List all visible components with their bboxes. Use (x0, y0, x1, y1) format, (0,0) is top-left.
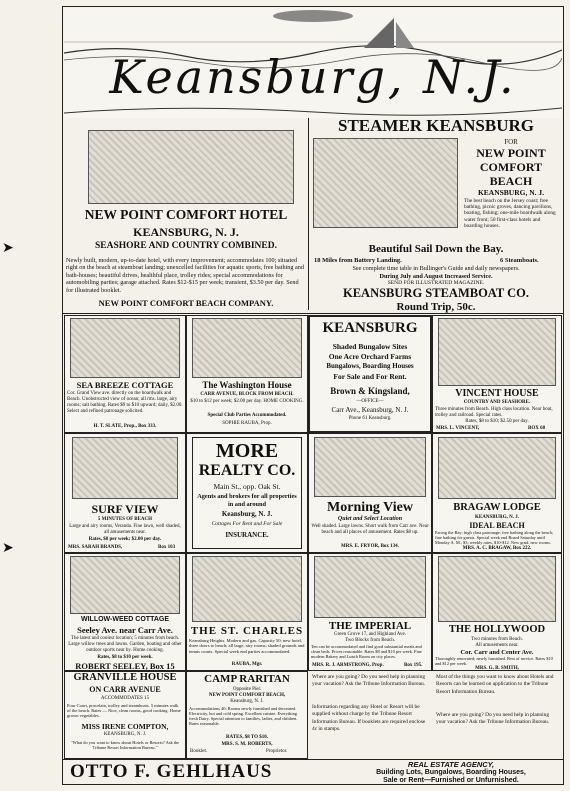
vincent-owner: MRS. L. VINCENT, (436, 426, 480, 431)
morningview-illustration (314, 437, 426, 497)
steamer-for: FOR (504, 138, 518, 146)
imperial-title: THE IMPERIAL (328, 620, 412, 632)
keansburg-ad-firm: Brown & Kingsland, (330, 386, 410, 396)
hollywood-title: THE HOLLYWOOD (448, 624, 546, 635)
granville-title: GRANVILLE HOUSE (73, 672, 177, 683)
steamer-title: STEAMER KEANSBURG (337, 116, 534, 135)
seabreeze-owner: H. T. SLATE, Prop., Box 333. (93, 424, 157, 429)
steamer-dest-3: BEACH (489, 174, 533, 188)
hollywood-sub: Two minutes from Beach. (471, 637, 523, 642)
more-realty-line5: Keansburg, N. J. (221, 510, 273, 518)
imperial-body: Ten can be accommodated and find good substantial meals and clean beds. Prices reasonable. Rates $8 and $10 per week. Fine modern Bakery and Lunch Room on city places. (311, 644, 422, 659)
raritan-addr: NEW POINT COMFORT BEACH, (208, 693, 286, 698)
keansburg-ad-line2: One Acre Orchard Farms (328, 352, 412, 361)
keansburg-ad-phone: Phone 61 Keansburg. (348, 416, 392, 421)
surfview-rates: Rates, $8 per week; $2.00 per day. (88, 537, 162, 542)
steamer-illustration (313, 138, 458, 228)
surfview-box: Box 103 (158, 545, 176, 550)
steamer-line2: See complete time table in Bullinger's Guide and daily newspapers. (352, 265, 520, 272)
surfview-title: SURF VIEW (91, 502, 159, 516)
keansburg-ad-line4: For Sale and For Rent. (333, 372, 407, 381)
vincent-title: VINCENT HOUSE (455, 388, 539, 399)
steamer-line1-right: 6 Steamboats. (500, 257, 539, 264)
morningview-body: Well shaded. Large lawns. Short walk from Carr ave. Near beach and all places of amusement. Rates $8 up. (311, 524, 429, 535)
seabreeze-title: SEA BREEZE COTTAGE (76, 380, 174, 390)
imperial-owner: MRS. R. J. ARMSTRONG, Prop. (312, 663, 384, 668)
willowweed-illustration (70, 556, 180, 614)
surfview-sub: 5 MINUTES OF BEACH (97, 517, 153, 522)
masthead (64, 8, 562, 118)
bragaw-body: Facing the Bay; high class patronage; free bathing along the beach; fine bathing for guests. Special week end Board Saturday until Monday A. M., $3; weekly rates, $10-$12. New grnd. new rooms. (435, 530, 554, 545)
raritan-title: CAMP RARITAN (204, 673, 290, 685)
granville-note: "What do you want to know about Hotels or Resorts? Ask the Tribune Resort Information Bureau." (70, 740, 180, 750)
more-realty-line1: MORE (215, 440, 279, 462)
granville-owner: MISS IRENE COMPTON, (81, 722, 169, 731)
willowweed-owner: ROBERT SEELEY, Box 15 (75, 661, 175, 671)
washington-special: Special Club Parties Accommodated. (207, 413, 287, 418)
bragaw-illustration (438, 437, 556, 499)
vincent-sub: COUNTRY AND SEASHORE. (463, 400, 531, 405)
imperial-box: Box 195. (404, 663, 423, 668)
margin-arrow-icon: ➤ (2, 241, 14, 256)
granville-accom: ACCOMMODATES 15 (100, 696, 150, 701)
seabreeze-body: Cor. Grand View ave. directly on the boardwalk and Beach. Unobstructed view of ocean; all rms. large, airy rooms; salt bathing. Rates $9 to $10 upward; daily, $2.00. Select and refined patronage solicited. (67, 391, 183, 414)
willowweed-sub: Seeley Ave. near Carr Ave. (77, 625, 173, 635)
washington-body: $10 to $12 per week; $2.00 per day. HOME COOKING. (190, 399, 304, 404)
washington-addr: CARR AVENUE, BLOCK FROM BEACH. (200, 392, 294, 397)
raritan-sub: Opposite Pier. (232, 687, 262, 692)
keansburg-ad-line3: Bungalows, Boarding Houses (326, 362, 414, 370)
hotel-tagline: SEASHORE AND COUNTRY COMBINED. (95, 241, 277, 251)
more-realty-line4: Agents and brokers for all properties in and around (197, 493, 297, 508)
bragaw-tag: IDEAL BEACH (469, 521, 525, 530)
steamer-sail: Beautiful Sail Down the Bay. (368, 243, 504, 255)
more-realty-line7: INSURANCE. (225, 531, 269, 539)
washington-title: The Washington House (202, 380, 292, 390)
hollywood-line1: All amusements near. (475, 643, 519, 648)
steamer-line4: SEND FOR ILLUSTRATED MAGAZINE. (387, 280, 485, 286)
steamer-line1-left: 18 Miles from Battery Landing. (314, 257, 402, 264)
seabreeze-illustration (70, 318, 180, 378)
vincent-body: Three minutes from Beach. High class location. Near boat, trolley and railroad. Special rates. (435, 407, 553, 418)
surfview-illustration (72, 437, 178, 499)
bragaw-owner: MRS. A. C. BRAGAW, Box 222. (462, 546, 532, 551)
more-realty-line2: REALTY CO. (198, 462, 296, 479)
right-note-p2: Where are you going? Do you need help in planning your vacation? Ask the Tribune Information Bureau. (436, 712, 550, 726)
margin-arrow-icon: ➤ (2, 541, 14, 556)
footer-line3: Sale or Rent—Furnished or Unfurnished. (383, 777, 519, 784)
raritan-rates: RATES, $8 TO $10. (225, 735, 269, 740)
right-note-p1: Most of the things you want to know about Hotels and Resorts can be learned on application to the Tribune Resort Information Bureau. (436, 674, 554, 695)
steamer-dest-2: COMFORT (479, 160, 543, 174)
steamer-desc: The best beach on the Jersey coast; free bathing, picnic groves, dancing pavilions, boating, fishing; one-mile boardwalk along water front; 50 first-class hotels and boarding houses. (464, 198, 556, 229)
raritan-prop: Proprietor. (266, 749, 288, 754)
hollywood-body: Thoroughly renovated; newly furnished. Best of service. Rates $10 and $12 per week. (435, 656, 553, 666)
keansburg-ad-title: KEANSBURG (322, 320, 418, 336)
granville-loc: KEANSBURG, N. J. (103, 732, 147, 737)
keansburg-ad-addr: Carr Ave., Keansburg, N. J. (331, 406, 409, 414)
stcharles-title: THE ST. CHARLES (190, 625, 304, 637)
steamer-fare: Round Trip, 50c. (396, 301, 476, 313)
bragaw-sub: KEANSBURG, N. J. (474, 515, 520, 520)
imperial-sub: Two Blocks from Beach. (345, 638, 395, 643)
raritan-loc: Keansburg, N. J. (230, 699, 264, 704)
more-realty-line6: Cottages For Rent and For Sale (211, 521, 283, 527)
imperial-illustration (314, 556, 426, 618)
surfview-body: Large and airy rooms, Veranda. Fine lawn, well shaded, all amusements near. (69, 524, 181, 535)
hotel-body: Newly built, modern, up-to-date hotel, with every improvement; accommodates 100; situated right on the beach at steamboat landing; unexcelled facilities for aquatic sports, free bathing and bath-houses; beautiful drives, healthful place, trolley rides; special accommodations for automobiling parties; garage attached. Rates $12-$15 per week; transient, $3.50 per day. Send for illustrated booklet. (66, 257, 304, 294)
morningview-title: Morning View (327, 500, 413, 515)
vincent-box: BOX 68 (528, 426, 546, 431)
willowweed-title: WILLOW-WEED COTTAGE (81, 616, 169, 623)
steamer-location: KEANSBURG, N. J. (477, 188, 545, 197)
vincent-rates: Rates, $8 to $10; $2.50 per day. (465, 419, 529, 424)
washington-prop: SOPHIE RAUBA, Prop. (222, 421, 272, 426)
masthead-title: Keansburg, N.J. (109, 50, 517, 104)
morningview-owner: MRS. E. FRYOR, Box 134. (341, 544, 399, 549)
hotel-illustration (88, 130, 294, 204)
footer-line2: Building Lots, Bungalows, Boarding Houses, (376, 769, 526, 776)
raritan-owner: MRS. S. M. ROBERTS, (221, 742, 273, 747)
vincent-illustration (438, 318, 556, 386)
hollywood-line2: Cor. Carr and Center Ave. (460, 649, 534, 656)
middle-note-p1: Where are you going? Do you need help in planning your vacation? Ask the Tribune Information Bureau. (312, 674, 426, 688)
stcharles-owner: RAUBA, Mgr. (231, 662, 263, 667)
steamer-dest-1: NEW POINT (476, 146, 546, 160)
willowweed-rates: Rates, $8 to $10 per week. (97, 655, 153, 660)
stcharles-illustration (192, 556, 302, 622)
bragaw-title: BRAGAW LODGE (453, 502, 541, 513)
hotel-location: KEANSBURG, N. J. (133, 225, 239, 239)
steamer-line3: During July and August Increased Service. (379, 273, 493, 280)
morningview-sub: Quiet and Select Location (337, 516, 403, 522)
middle-note-p2: Information regarding any Hotel or Resort will be supplied without charge by the Tribune Resort Information Bureau. If booklets are required enclose 4c in stamps. (312, 704, 426, 733)
washington-illustration (192, 318, 302, 378)
imperial-addr: Green Grove 17, and Highland Ave. (334, 632, 406, 637)
keansburg-ad-office: —OFFICE— (356, 399, 384, 404)
divider (62, 313, 564, 314)
hollywood-illustration (438, 556, 556, 622)
granville-sub: ON CARR AVENUE (89, 685, 161, 694)
footer-name: OTTO F. GEHLHAUS (70, 761, 273, 782)
divider (308, 118, 309, 310)
willowweed-body: The latest and coolest location; 5 minutes from beach. Large willow trees and lawns. Garden, boating and other outdoor sports near by. Home cooking. (68, 636, 182, 653)
stcharles-body: Keansburg Heights. Modern and gas. Capacity 50; new hotel, three doors to beach; all large, airy rooms; shaded grounds and tennis courts. Special week end parties accommodated. (189, 638, 305, 654)
steamer-company: KEANSBURG STEAMBOAT CO. (342, 286, 530, 300)
hollywood-owner: MRS. G. B. SMITH, (475, 666, 519, 671)
footer-agency: REAL ESTATE AGENCY, (407, 760, 495, 769)
hotel-company: NEW POINT COMFORT BEACH COMPANY. (98, 298, 274, 308)
keansburg-ad-line1: Shaded Bungalow Sites (332, 342, 408, 351)
raritan-booklet: Booklet. (190, 749, 208, 754)
raritan-body: Accommodations 40; Rooms newly furnished and decorated. Electricity, hot and cold spring. Excellent cuisine. Everything fresh Dairy. Special attention to families, ladies, and children. Rates reasonable. (189, 706, 298, 726)
surfview-owner: MRS. SARAH BRANDS, (68, 545, 123, 550)
more-realty-line3: Main St., opp. Oak St. (213, 482, 281, 491)
hotel-name: NEW POINT COMFORT HOTEL (84, 207, 288, 222)
granville-body: Four Court, porcelain, trolley and steamboats. 5 minutes walk of the beach. Rates — Nice, clean rooms, good cooking. Home grown vegetables. (67, 703, 181, 719)
